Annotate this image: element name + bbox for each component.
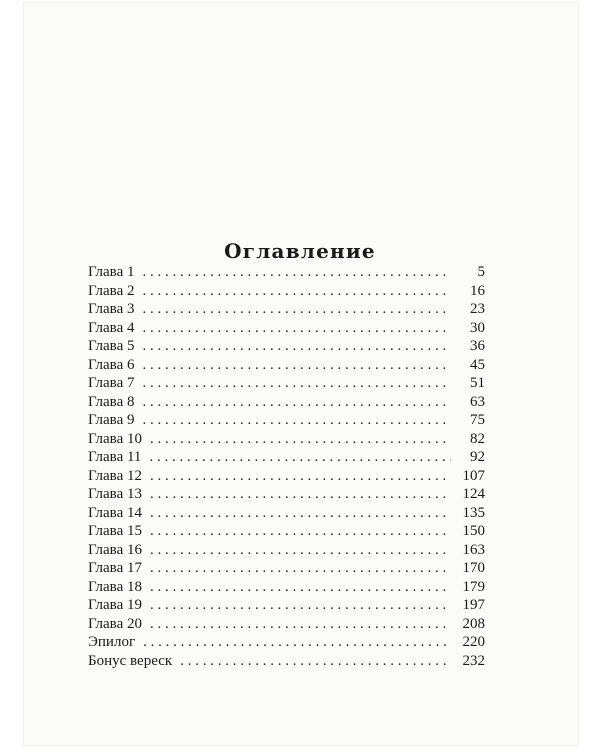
toc-dot-leader xyxy=(150,468,451,485)
toc-entry xyxy=(88,560,485,579)
toc-entry xyxy=(88,468,485,487)
toc-dot-leader xyxy=(142,301,451,318)
toc-entry-label: Глава 12 xyxy=(88,467,142,484)
toc-entry xyxy=(88,338,485,357)
toc-entry-label: Эпилог xyxy=(88,634,136,650)
toc-entry xyxy=(88,653,485,672)
toc-entry-page-number: 124 xyxy=(462,486,485,502)
toc-entry-label: Глава 18 xyxy=(88,578,142,595)
toc-entry-label: Глава 7 xyxy=(88,375,135,391)
toc-entry-page-number: 197 xyxy=(462,597,485,613)
toc-entry-label: Глава 2 xyxy=(88,282,135,299)
toc-entry-page-number: 232 xyxy=(462,652,485,669)
toc-entry-label: Бонус вереск xyxy=(88,652,173,669)
toc-entry-page-number: 82 xyxy=(470,430,485,447)
toc-entry xyxy=(88,486,485,505)
toc-entry-label: Глава 9 xyxy=(88,412,135,428)
toc-entry xyxy=(88,301,485,320)
toc-dot-leader xyxy=(143,634,451,651)
toc-dot-leader xyxy=(150,579,451,596)
toc-dot-leader xyxy=(150,616,451,633)
toc-dot-leader xyxy=(142,338,451,355)
toc-entry xyxy=(88,449,485,468)
toc-entry-label: Глава 15 xyxy=(88,523,142,539)
toc-entry-page-number: 208 xyxy=(462,615,485,632)
toc-entry-page-number: 163 xyxy=(462,541,485,558)
toc-dot-leader xyxy=(150,597,451,614)
toc-entry-label: Глава 17 xyxy=(88,560,142,576)
toc-entry-page-number: 36 xyxy=(470,338,485,354)
toc-entry xyxy=(88,431,485,450)
toc-dot-leader xyxy=(142,357,451,374)
toc-entry xyxy=(88,616,485,635)
toc-entry-page-number: 150 xyxy=(462,523,485,539)
toc-entry-label: Глава 13 xyxy=(88,486,142,502)
toc-entry-label: Глава 20 xyxy=(88,615,142,632)
toc-dot-leader xyxy=(150,560,451,577)
toc-entry-page-number: 107 xyxy=(462,467,485,484)
toc-dot-leader xyxy=(180,653,451,670)
toc-entry-page-number: 63 xyxy=(470,393,485,410)
toc-entry-page-number: 179 xyxy=(462,578,485,595)
toc-entry xyxy=(88,523,485,542)
toc-dot-leader xyxy=(149,449,451,466)
toc-entry-page-number: 16 xyxy=(470,282,485,299)
toc-entry-page-number: 5 xyxy=(477,264,485,280)
toc-dot-leader xyxy=(142,412,451,429)
toc-entry xyxy=(88,357,485,376)
toc-entry xyxy=(88,412,485,431)
toc-dot-leader xyxy=(150,542,451,559)
toc-dot-leader xyxy=(142,394,451,411)
toc-entry-page-number: 45 xyxy=(470,356,485,373)
toc-entry xyxy=(88,394,485,413)
toc-dot-leader xyxy=(142,375,451,392)
toc-dot-leader xyxy=(142,283,451,300)
toc-entry-page-number: 220 xyxy=(462,634,485,650)
toc-entry xyxy=(88,264,485,283)
toc-entry-label: Глава 10 xyxy=(88,430,142,447)
toc-dot-leader xyxy=(150,486,451,503)
toc-entry-label: Глава 14 xyxy=(88,504,142,521)
toc-list xyxy=(88,264,485,671)
toc-entry-label: Глава 16 xyxy=(88,541,142,558)
toc-entry xyxy=(88,375,485,394)
toc-entry xyxy=(88,634,485,653)
toc-entry-page-number: 30 xyxy=(470,319,485,336)
toc-entry-page-number: 135 xyxy=(462,504,485,521)
toc-entry-label: Глава 19 xyxy=(88,597,142,613)
toc-entry-page-number: 23 xyxy=(470,301,485,317)
toc-entry xyxy=(88,320,485,339)
toc-entry-label: Глава 3 xyxy=(88,301,135,317)
toc-dot-leader xyxy=(150,523,451,540)
toc-title: Оглавление xyxy=(224,239,376,264)
toc-entry xyxy=(88,579,485,598)
toc-entry-page-number: 170 xyxy=(462,560,485,576)
toc-entry-page-number: 92 xyxy=(470,449,485,465)
toc-dot-leader xyxy=(150,431,451,448)
toc-entry-label: Глава 6 xyxy=(88,356,135,373)
toc-entry xyxy=(88,505,485,524)
toc-entry-label: Глава 1 xyxy=(88,264,135,280)
toc-entry-label: Глава 4 xyxy=(88,319,135,336)
toc-entry xyxy=(88,597,485,616)
toc-entry xyxy=(88,283,485,302)
toc-entry-page-number: 51 xyxy=(470,375,485,391)
toc-entry xyxy=(88,542,485,561)
toc-entry-label: Глава 8 xyxy=(88,393,135,410)
toc-dot-leader xyxy=(150,505,451,522)
toc-entry-page-number: 75 xyxy=(470,412,485,428)
toc-entry-label: Глава 5 xyxy=(88,338,135,354)
toc-entry-label: Глава 11 xyxy=(88,449,142,465)
toc-dot-leader xyxy=(142,264,451,281)
toc-dot-leader xyxy=(142,320,451,337)
